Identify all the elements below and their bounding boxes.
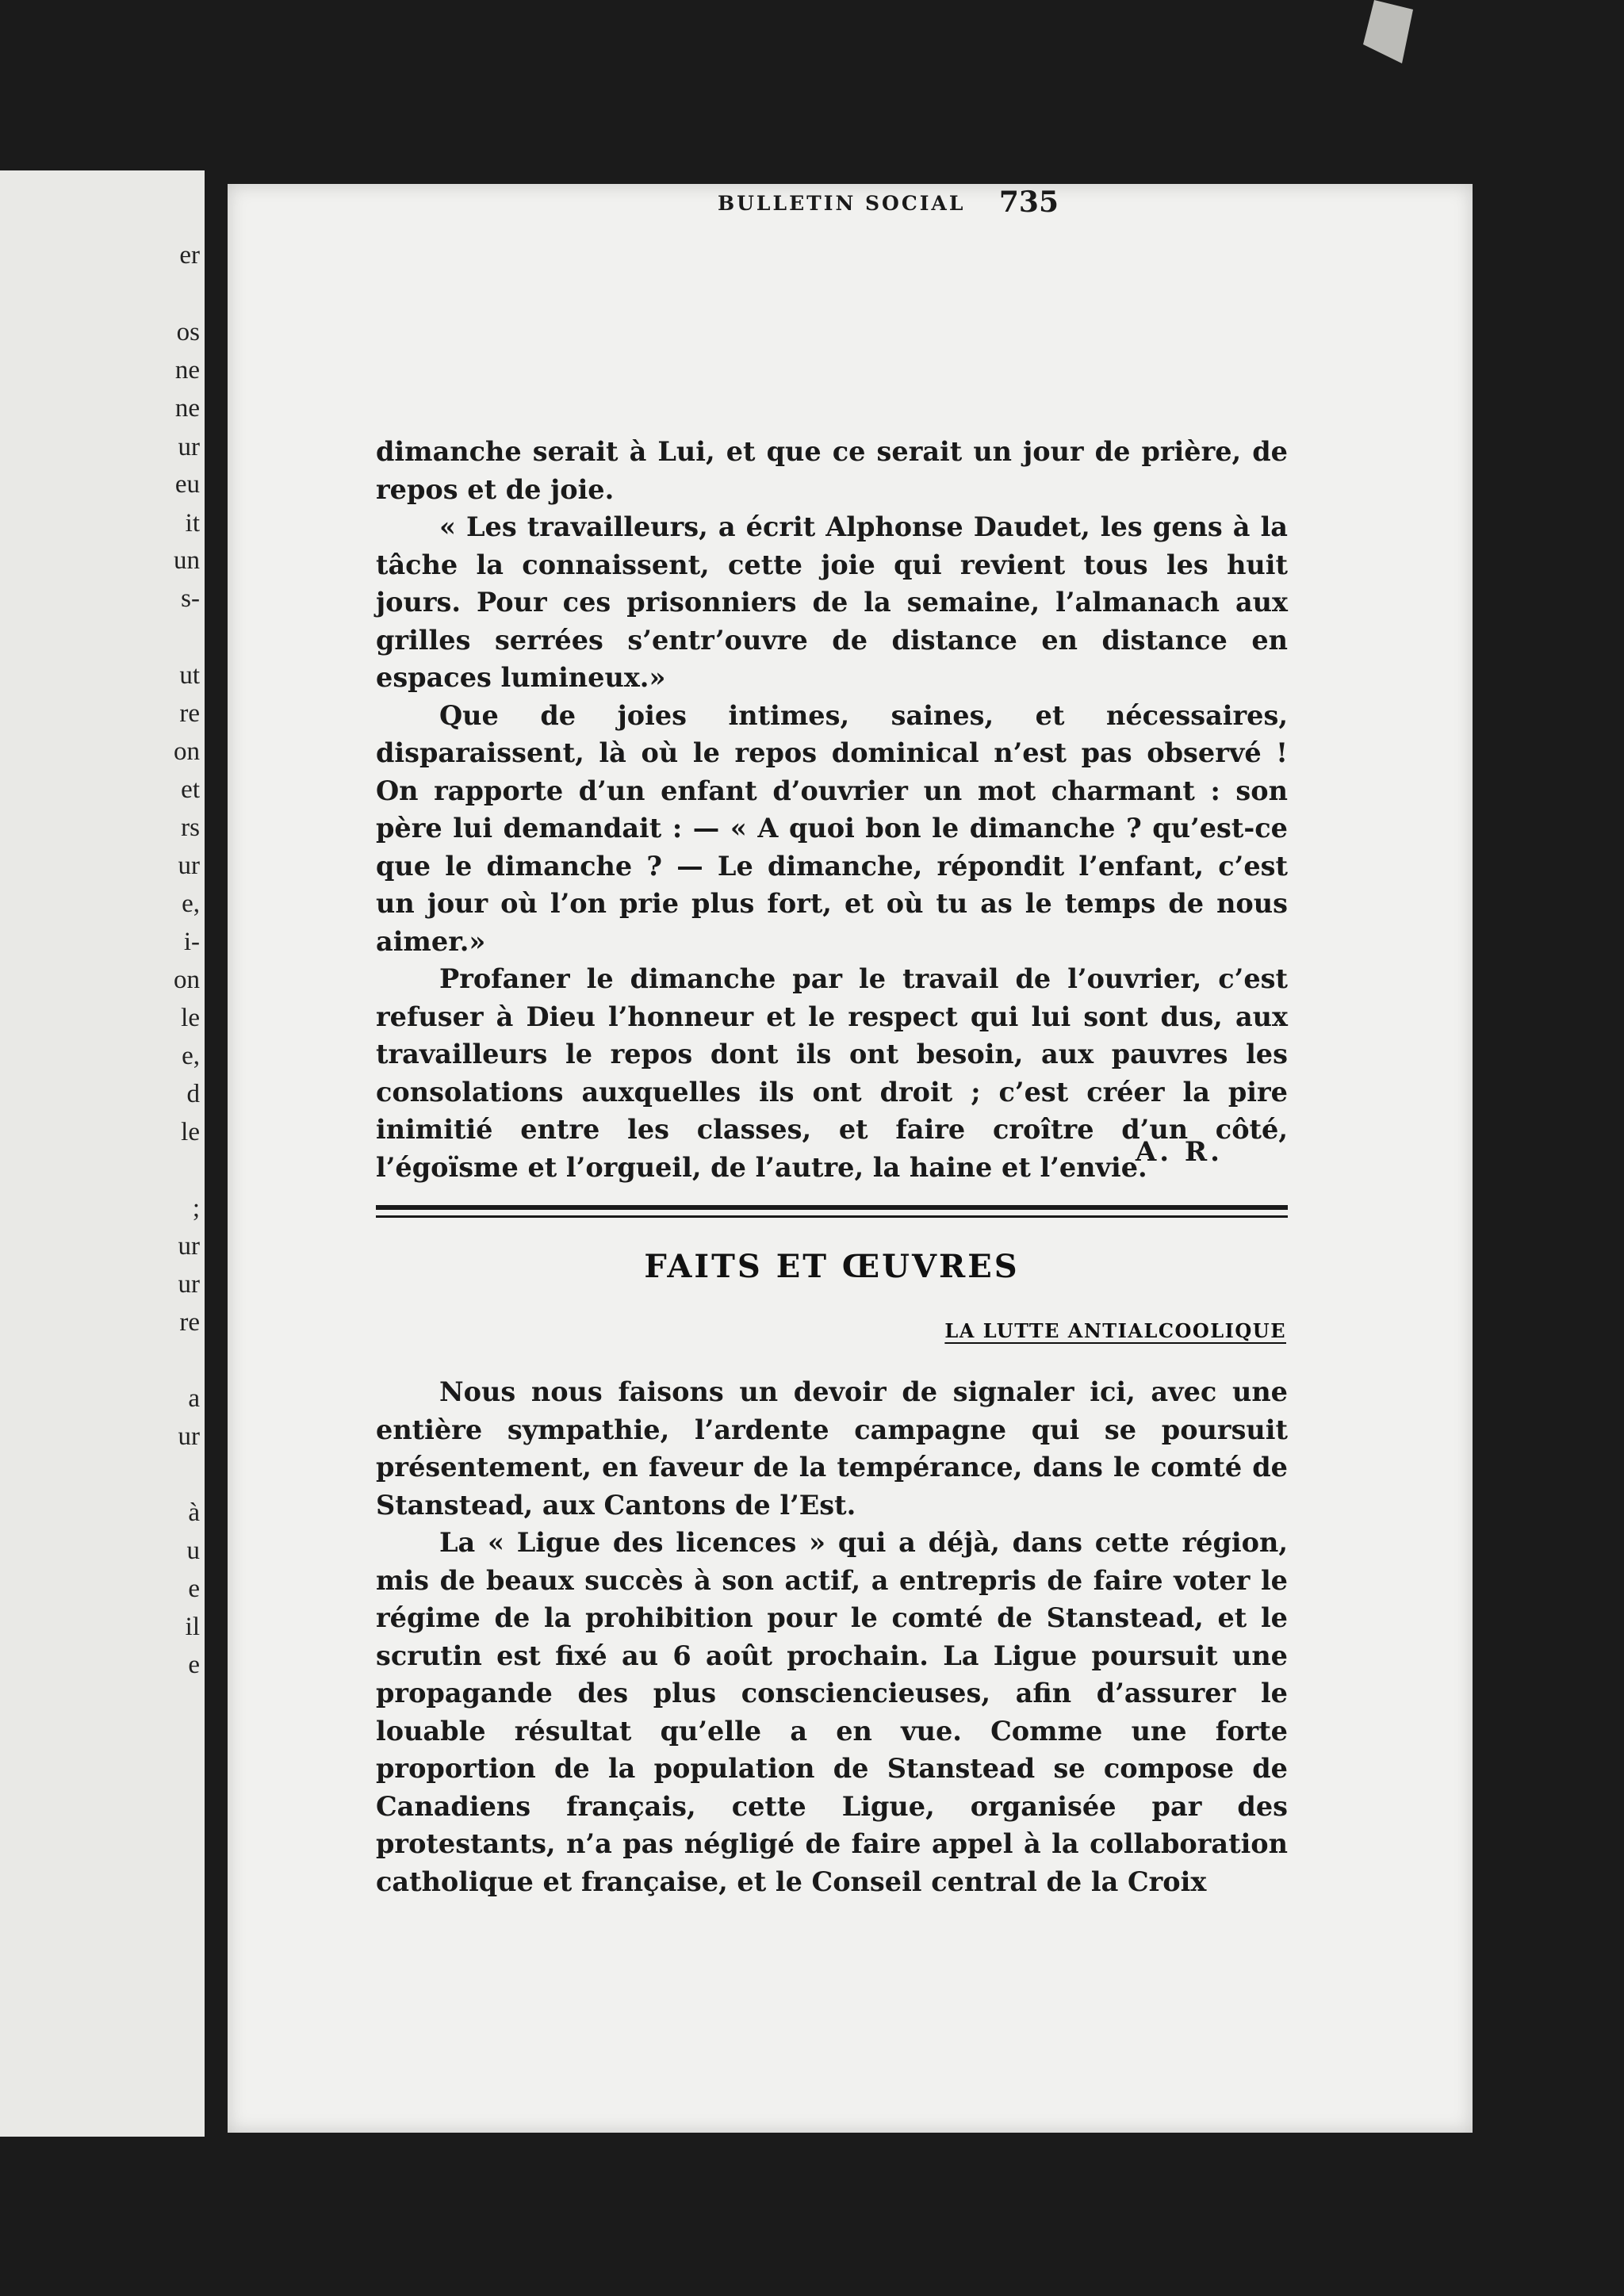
facing-page-text-fragment: on [174, 737, 200, 766]
facing-page-text-fragment: e [188, 1575, 200, 1603]
facing-page-text-fragment: re [179, 699, 200, 728]
facing-page-text-fragment: et [181, 775, 200, 804]
facing-page-text-fragment: eu [174, 470, 200, 499]
section-divider-thin [376, 1215, 1288, 1218]
film-scratch [1358, 0, 1413, 63]
facing-page-text-fragment: a [188, 1384, 200, 1413]
facing-page-text-fragment: un [174, 546, 200, 575]
section-body [376, 1373, 1288, 1900]
facing-page-text-fragment: it [185, 509, 200, 538]
facing-page-text-fragment: ut [179, 661, 200, 690]
facing-page-text-fragment: ne [174, 394, 200, 423]
facing-page-text-fragment: ur [178, 1422, 200, 1451]
facing-page-text-fragment: re [179, 1308, 200, 1337]
article-body [376, 433, 1288, 1186]
section-divider-thick [376, 1205, 1288, 1210]
subsection-title: LA LUTTE ANTIALCOOLIQUE [944, 1319, 1286, 1342]
page-header [148, 187, 1060, 227]
paragraph: « Les travailleurs, a écrit Alphonse Daudet, les gens à la tâche la connaissent, cette joie qui revient tous les huit jours. Pour ces prisonniers de la semaine, l’almanach aux grilles serrées s’entr’ouvre de distance en distance en espaces lumineux.» [376, 511, 1288, 693]
facing-page-text-fragment: rs [181, 813, 200, 842]
facing-page-text-fragment: e, [182, 890, 200, 918]
facing-page-text-fragment: ur [178, 1232, 200, 1261]
facing-page-text-fragment: ne [174, 356, 200, 385]
page-number: 735 [998, 186, 1059, 219]
author-signature: A. R. [1135, 1136, 1223, 1168]
facing-page-text-fragment: s- [181, 584, 200, 613]
facing-page-text-fragment: i- [183, 928, 200, 956]
section-title: FAITS ET ŒUVRES [644, 1248, 1020, 1285]
paragraph: Profaner le dimanche par le travail de l’ouvrier, c’est refuser à Dieu l’honneur et le respect qui lui sont dus, aux travailleurs le repos dont ils ont besoin, aux pauvres les consolations auxquelles ils ont droit ; c’est créer la pire inimitié entre les classes, et faire croître d’un côté, l’égoïsme et l’orgueil, de l’autre, la haine et l’envie. [376, 963, 1288, 1183]
facing-page-text-fragment: e [188, 1651, 200, 1679]
facing-page-text-fragment: er [179, 241, 200, 270]
facing-page-edge [0, 170, 205, 2137]
facing-page-text-fragment: ur [178, 851, 200, 880]
facing-page-text-fragment: ur [178, 1270, 200, 1299]
facing-page-text-fragment: d [186, 1080, 200, 1108]
facing-page-text-fragment: ur [178, 433, 200, 461]
facing-page-text-fragment: e, [182, 1042, 200, 1070]
facing-page-text-fragment: u [186, 1536, 200, 1565]
paragraph: dimanche serait à Lui, et que ce serait un jour de prière, de repos et de joie. [376, 436, 1288, 505]
facing-page-text-fragment: à [188, 1498, 200, 1527]
facing-page-text-fragment: os [176, 318, 200, 346]
facing-page-text-fragment: ; [192, 1194, 200, 1223]
facing-page-text-fragment: le [181, 1118, 200, 1146]
facing-page-text-fragment: il [185, 1613, 200, 1641]
paragraph: Nous nous faisons un devoir de signaler ici, avec une entière sympathie, l’ardente campagne qui se poursuit présentement, en faveur de la tempérance, dans le comté de Stanstead, aux Cantons de l’Est. [376, 1376, 1288, 1521]
paragraph: La « Ligue des licences » qui a déjà, dans cette région, mis de beaux succès à son actif, a entrepris de faire voter le régime de la prohibition pour le comté de Stanstead, et le scrutin est fixé au 6 août prochain. La Ligue poursuit une propagande des plus consciencieuses, afin d’assurer le louable résultat qu’elle a en vue. Comme une forte proportion de la population de Stanstead se compose de Canadiens français, cette Ligue, organisée par des protestants, n’a pas négligé de faire appel à la collaboration catholique et française, et le Conseil central de la Croix [376, 1527, 1288, 1897]
paragraph: Que de joies intimes, saines, et nécessaires, disparaissent, là où le repos dominical n’est pas observé ! On rapporte d’un enfant d’ouvrier un mot charmant : son père lui demandait : — « A quoi bon le dimanche ? qu’est-ce que le dimanche ? — Le dimanche, répondit l’enfant, c’est un jour où l’on prie plus fort, et où tu as le temps de nous aimer.» [376, 699, 1288, 957]
facing-page-text-fragment: on [174, 966, 200, 994]
running-title: BULLETIN SOCIAL [718, 192, 966, 215]
facing-page-text-fragment: le [181, 1004, 200, 1032]
